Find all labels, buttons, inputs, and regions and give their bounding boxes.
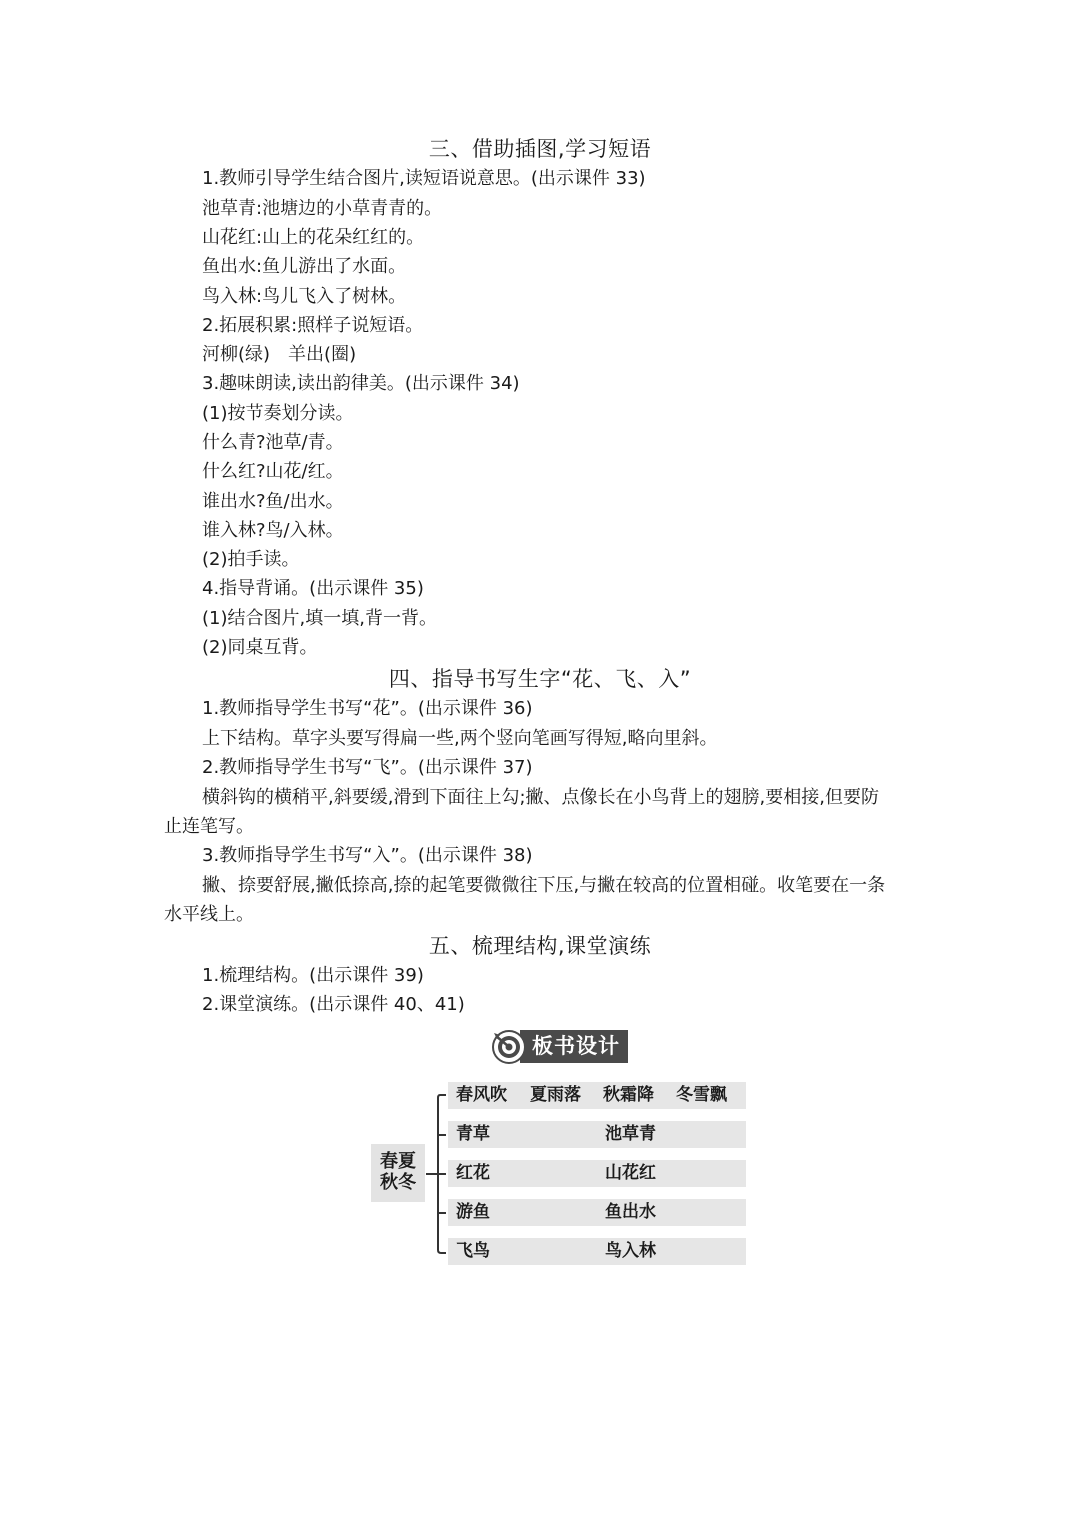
paragraph-line: 1.梳理结构。(出示课件 39) [202,965,424,986]
paragraph-line: 撇、捺要舒展,撇低捺高,捺的起笔要微微往下压,与撇在较高的位置相碰。收笔要在一条 [202,875,886,896]
paragraph-line: 河柳(绿) 羊出(圈) [202,344,357,365]
paragraph-line: 谁入林?鸟/入林。 [202,520,344,541]
paragraph-line: 2.课堂演练。(出示课件 40、41) [202,994,465,1015]
board-cell: 春风吹 [456,1085,507,1105]
paragraph-line: (1)结合图片,填一填,背一背。 [202,608,437,629]
board-row [448,1160,746,1187]
board-cell: 秋霜降 [603,1085,654,1105]
board-center-line: 春夏 [380,1151,416,1172]
board-row [448,1199,746,1226]
board-cell: 山花红 [605,1163,656,1183]
board-design-title: 板书设计 [520,1030,628,1063]
paragraph-line: 止连笔写。 [164,816,254,837]
target-icon [492,1030,526,1064]
paragraph-line: 1.教师指导学生书写“花”。(出示课件 36) [202,698,533,719]
paragraph-line: 2.拓展积累:照样子说短语。 [202,315,424,336]
board-cell: 红花 [456,1163,490,1183]
paragraph-line: (2)拍手读。 [202,549,300,570]
board-cell: 鸟入林 [605,1241,656,1261]
board-cell: 夏雨落 [530,1085,581,1105]
paragraph-line: 什么红?山花/红。 [202,461,344,482]
board-row [448,1082,746,1109]
paragraph-line: (2)同桌互背。 [202,637,318,658]
paragraph-line: 山花红:山上的花朵红红的。 [202,227,425,248]
paragraph-line: 上下结构。草字头要写得扁一些,两个竖向笔画写得短,略向里斜。 [202,728,718,749]
board-center-label [371,1144,425,1202]
board-row [448,1238,746,1265]
paragraph-line: (1)按节奏划分读。 [202,403,354,424]
board-bracket [424,1080,450,1254]
paragraph-line: 横斜钩的横稍平,斜要缓,滑到下面往上勾;撇、点像长在小鸟背上的翅膀,要相接,但要防 [202,787,879,808]
paragraph-line: 什么青?池草/青。 [202,432,344,453]
paragraph-line: 谁出水?鱼/出水。 [202,491,344,512]
board-cell: 池草青 [605,1124,656,1144]
paragraph-line: 1.教师引导学生结合图片,读短语说意思。(出示课件 33) [202,168,646,189]
paragraph-line: 4.指导背诵。(出示课件 35) [202,578,424,599]
board-cell: 青草 [456,1124,490,1144]
paragraph-line: 3.趣味朗读,读出韵律美。(出示课件 34) [202,373,520,394]
board-center-line: 秋冬 [380,1172,416,1193]
paragraph-line: 池草青:池塘边的小草青青的。 [202,198,443,219]
board-design-badge [492,1030,628,1063]
section-heading-5: 五、梳理结构,课堂演练 [428,934,652,958]
paragraph-line: 鱼出水:鱼儿游出了水面。 [202,256,407,277]
paragraph-line: 3.教师指导学生书写“入”。(出示课件 38) [202,845,533,866]
paragraph-line: 水平线上。 [164,904,254,925]
section-heading-4: 四、指导书写生字“花、飞、入” [388,667,692,691]
board-cell: 鱼出水 [605,1202,656,1222]
board-cell: 游鱼 [456,1202,490,1222]
board-row [448,1121,746,1148]
board-cell: 飞鸟 [456,1241,490,1261]
paragraph-line: 鸟入林:鸟儿飞入了树林。 [202,286,407,307]
section-heading-3: 三、借助插图,学习短语 [428,137,652,161]
paragraph-line: 2.教师指导学生书写“飞”。(出示课件 37) [202,757,533,778]
board-cell: 冬雪飘 [676,1085,727,1105]
